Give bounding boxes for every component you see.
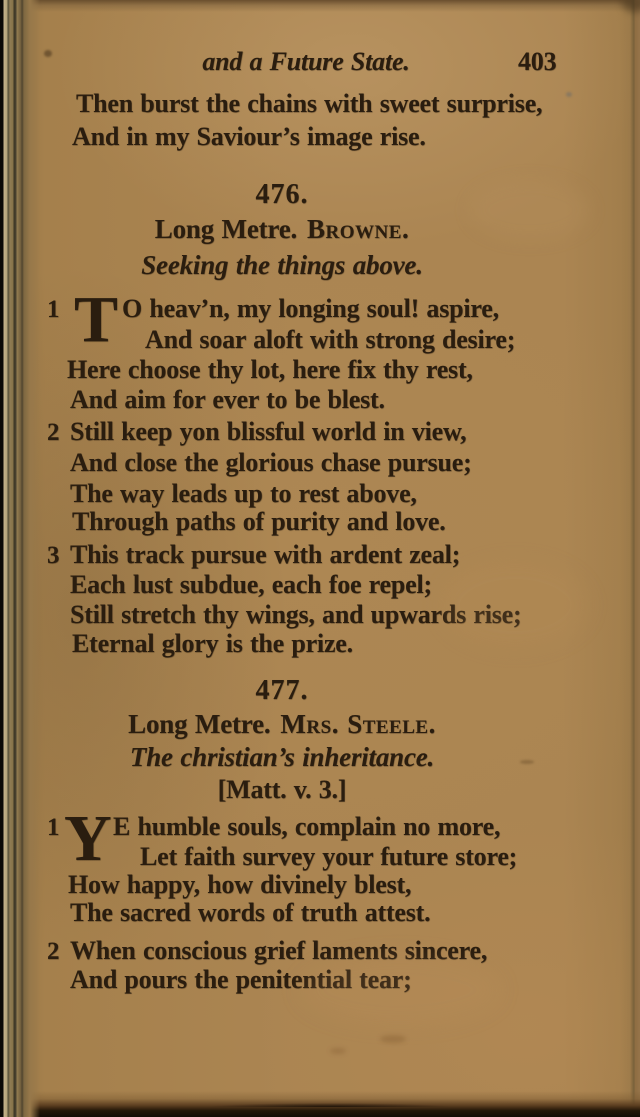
- hymn-subtitle: Seeking the things above.: [141, 250, 423, 280]
- page-bottom-shadow: [180, 1099, 480, 1107]
- hymn-line: How happy, how divinely blest,: [68, 870, 412, 899]
- book-gutter-edge: [0, 0, 40, 1117]
- page-stain: [330, 1048, 346, 1054]
- carryover-line: And in my Saviour’s image rise.: [72, 122, 426, 151]
- meter-label: Long Metre.: [154, 214, 298, 244]
- hymn-line: Here choose thy lot, here fix thy rest,: [67, 355, 473, 384]
- hymn-line: And pours the penitential tear;: [70, 965, 412, 994]
- page-number: 403: [518, 47, 557, 76]
- hymn-line: And soar aloft with strong desire;: [145, 325, 516, 354]
- hymn-line: When conscious grief laments sincere,: [70, 936, 488, 965]
- scan-corner-shadow: [622, 0, 640, 12]
- hymn-line: The sacred words of truth attest.: [70, 898, 431, 927]
- hymn-line: O heav’n, my longing soul! aspire,: [122, 294, 499, 323]
- hymn-line: Through paths of purity and love.: [72, 507, 446, 536]
- author-label: Mrs. Steele.: [280, 709, 436, 739]
- hymn-line: Let faith survey your future store;: [140, 842, 518, 871]
- page-stain: [566, 92, 572, 97]
- stanza-number: 1: [47, 814, 60, 841]
- stanza-number: 2: [47, 419, 60, 446]
- stanza-number: 2: [47, 938, 60, 965]
- page-top-edge: [0, 0, 640, 12]
- drop-cap: T: [74, 283, 119, 356]
- scripture-reference: [Matt. v. 3.]: [217, 775, 347, 804]
- author-label: Browne.: [307, 214, 410, 244]
- running-title: and a Future State.: [202, 47, 410, 76]
- hymn-number: 477.: [255, 675, 309, 706]
- hymn-line: The way leads up to rest above,: [70, 479, 417, 508]
- stanza-number: 3: [47, 542, 60, 569]
- stanza-number: 1: [47, 296, 60, 323]
- hymn-line: Each lust subdue, each foe repel;: [70, 570, 432, 599]
- hymn-line: Eternal glory is the prize.: [72, 629, 353, 658]
- hymn-line: And aim for ever to be blest.: [70, 385, 385, 414]
- page-bottom-edge: [0, 1091, 640, 1117]
- carryover-line: Then burst the chains with sweet surprise,: [76, 89, 543, 118]
- drop-cap: Y: [64, 802, 112, 875]
- hymn-number: 476.: [255, 179, 309, 210]
- hymn-meter-author: [0, 711, 564, 738]
- hymn-line: And close the glorious chase pursue;: [70, 448, 472, 477]
- hymn-meter-author: [0, 216, 564, 243]
- hymn-line: This track pursue with ardent zeal;: [70, 540, 461, 569]
- meter-label: Long Metre.: [128, 709, 271, 739]
- page-right-edge: [620, 0, 640, 1117]
- hymn-line: Still stretch thy wings, and upwards rise;: [70, 600, 522, 629]
- hymn-line: Still keep yon blissful world in view,: [70, 417, 467, 446]
- hymn-line: E humble souls, complain no more,: [113, 812, 501, 841]
- hymn-subtitle: The christian’s inheritance.: [129, 742, 435, 772]
- page-stain: [380, 1035, 406, 1043]
